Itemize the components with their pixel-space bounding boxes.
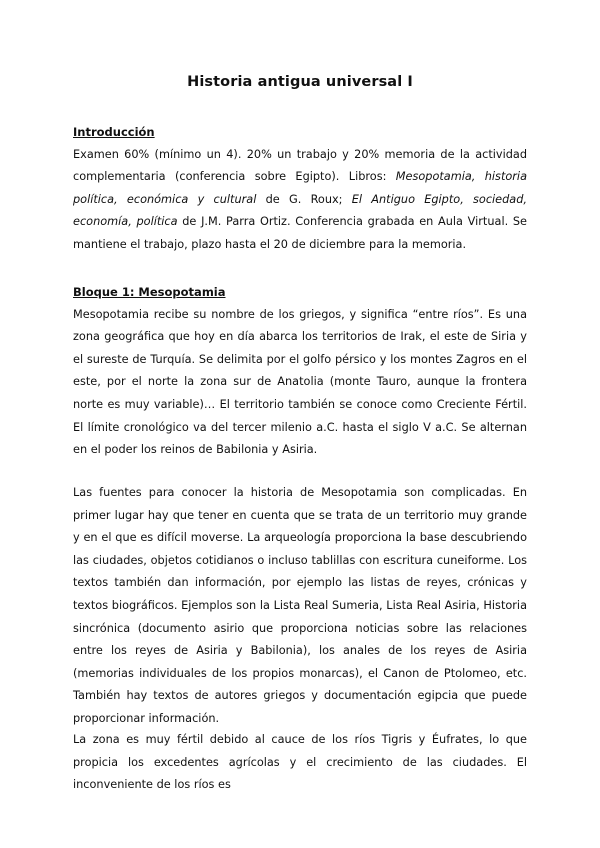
book-title-roux: Mesopotamia, historia política, económica y cultural xyxy=(73,170,527,206)
zona-section xyxy=(73,729,527,797)
bloque1-heading: Bloque 1: Mesopotamia xyxy=(73,285,226,299)
bloque1-paragraph-1: Mesopotamia recibe su nombre de los griegos, y significa “entre ríos”. Es una zona geográfica que hoy en día abarca los territorios de Irak, el este de Siria y el sureste de Turquía. Se delimita por el golfo pérsico y los montes Zagros en el este, por el norte la zona sur de Anatolia (monte Tauro, aunque la frontera norte es muy variable)… El territorio también se conoce como Creciente Fértil. El límite cronológico va del tercer milenio a.C. hasta el siglo V a.C. Se alternan en el poder los reinos de Babilonia y Asiria. xyxy=(73,307,527,457)
intro-section xyxy=(73,121,527,257)
bloque1-section xyxy=(73,281,527,462)
bloque1-paragraph-3: La zona es muy fértil debido al cauce de los ríos Tigris y Éufrates, lo que propicia los excedentes agrícolas y el crecimiento de las ciudades. El inconveniente de los ríos es xyxy=(73,733,527,792)
intro-text-3: de J.M. Parra Ortiz. Conferencia grabada en Aula Virtual. Se mantiene el trabajo, plazo hasta el 20 de diciembre para la memoria. xyxy=(73,215,527,251)
intro-text-1: Examen 60% (mínimo un 4). 20% un trabajo y 20% memoria de la actividad complementaria (conferencia sobre Egipto). Libros: xyxy=(73,147,527,184)
intro-paragraph xyxy=(73,144,527,257)
fuentes-section xyxy=(73,482,527,731)
page-title: Historia antigua universal I xyxy=(187,74,413,90)
bloque1-paragraph-2: Las fuentes para conocer la historia de Mesopotamia son complicadas. En primer lugar hay que tener en cuenta que se trata de un territorio muy grande y en el que es difícil moverse. La arqueología proporciona la base descubriendo las ciudades, objetos cotidianos o incluso tablillas con escritura cuneiforme. Los textos también dan información, por ejemplo las listas de reyes, crónicas y textos biográficos. Ejemplos son la Lista Real Sumeria, Lista Real Asiria, Historia sincrónica (documento asirio que proporciona noticias sobre las relaciones entre los reyes de Asiria y Babilonia), los anales de los reyes de Asiria (memorias individuales de los propios monarcas), el Canon de Ptolomeo, etc. También hay textos de autores griegos y documentación egipcia que puede proporcionar información. xyxy=(73,486,527,725)
intro-text-2: de G. Roux; xyxy=(256,192,352,206)
intro-heading: Introducción xyxy=(73,125,155,139)
book-title-parra: El Antiguo Egipto, sociedad, economía, política xyxy=(73,192,527,229)
